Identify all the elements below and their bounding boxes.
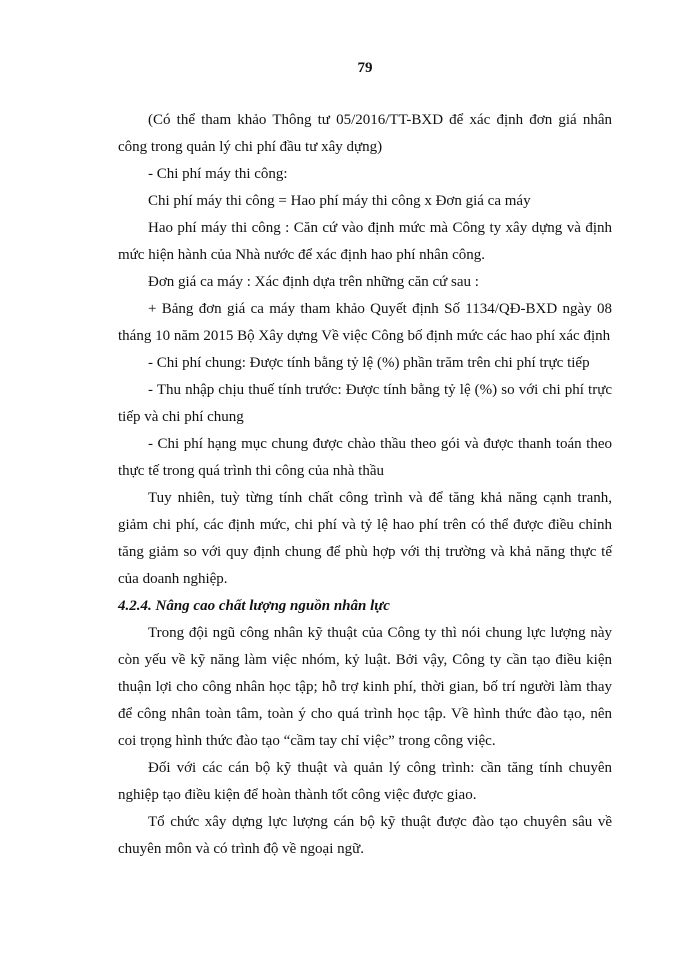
paragraph: - Chi phí máy thi công: — [148, 166, 288, 182]
document-body — [118, 107, 612, 863]
page-number: 79 — [357, 60, 373, 76]
paragraph: - Thu nhập chịu thuế tính trước: Được tính bằng tỷ lệ (%) so với chi phí trực tiếp và chi phí chung — [118, 382, 612, 425]
paragraph: Hao phí máy thi công : Căn cứ vào định mức mà Công ty xây dựng và định mức hiện hành của Nhà nước để xác định hao phí nhân công. — [118, 220, 612, 263]
paragraph: Tuy nhiên, tuỳ từng tính chất công trình và để tăng khả năng cạnh tranh, giảm chi phí, các định mức, chi phí và tỷ lệ hao phí trên có thể được điều chỉnh tăng giảm so với quy định chung để phù hợp với thị trường và khả năng thực tế của doanh nghiệp. — [118, 490, 612, 587]
paragraph: - Chi phí hạng mục chung được chào thầu theo gói và được thanh toán theo thực tế trong quá trình thi công của nhà thầu — [118, 436, 612, 479]
paragraph: - Chi phí chung: Được tính bằng tỷ lệ (%) phần trăm trên chi phí trực tiếp — [148, 355, 590, 371]
formula-line: Chi phí máy thi công = Hao phí máy thi công x Đơn giá ca máy — [148, 193, 531, 209]
paragraph: Đơn giá ca máy : Xác định dựa trên những căn cứ sau : — [148, 274, 479, 290]
paragraph: Trong đội ngũ công nhân kỹ thuật của Công ty thì nói chung lực lượng này còn yếu về kỹ năng làm việc nhóm, kỷ luật. Bởi vậy, Công ty cần tạo điều kiện thuận lợi cho công nhân học tập; hỗ trợ kinh phí, thời gian, bố trí người làm thay để công nhân toàn tâm, toàn ý cho quá trình học tập. Về hình thức đào tạo, nên coi trọng hình thức đào tạo “cầm tay chỉ việc” trong công việc. — [118, 625, 612, 749]
paragraph: (Có thể tham khảo Thông tư 05/2016/TT-BXD để xác định đơn giá nhân công trong quản lý chi phí đầu tư xây dựng) — [118, 112, 612, 155]
paragraph: Đối với các cán bộ kỹ thuật và quản lý công trình: cần tăng tính chuyên nghiệp tạo điều kiện để hoàn thành tốt công việc được giao. — [118, 760, 612, 803]
section-heading: 4.2.4. Nâng cao chất lượng nguồn nhân lực — [118, 598, 390, 614]
paragraph: + Bảng đơn giá ca máy tham khảo Quyết định Số 1134/QĐ-BXD ngày 08 tháng 10 năm 2015 Bộ Xây dựng Về việc Công bố định mức các hao phí xác định — [118, 301, 612, 344]
paragraph: Tổ chức xây dựng lực lượng cán bộ kỹ thuật được đào tạo chuyên sâu về chuyên môn và có trình độ về ngoại ngữ. — [118, 814, 612, 857]
